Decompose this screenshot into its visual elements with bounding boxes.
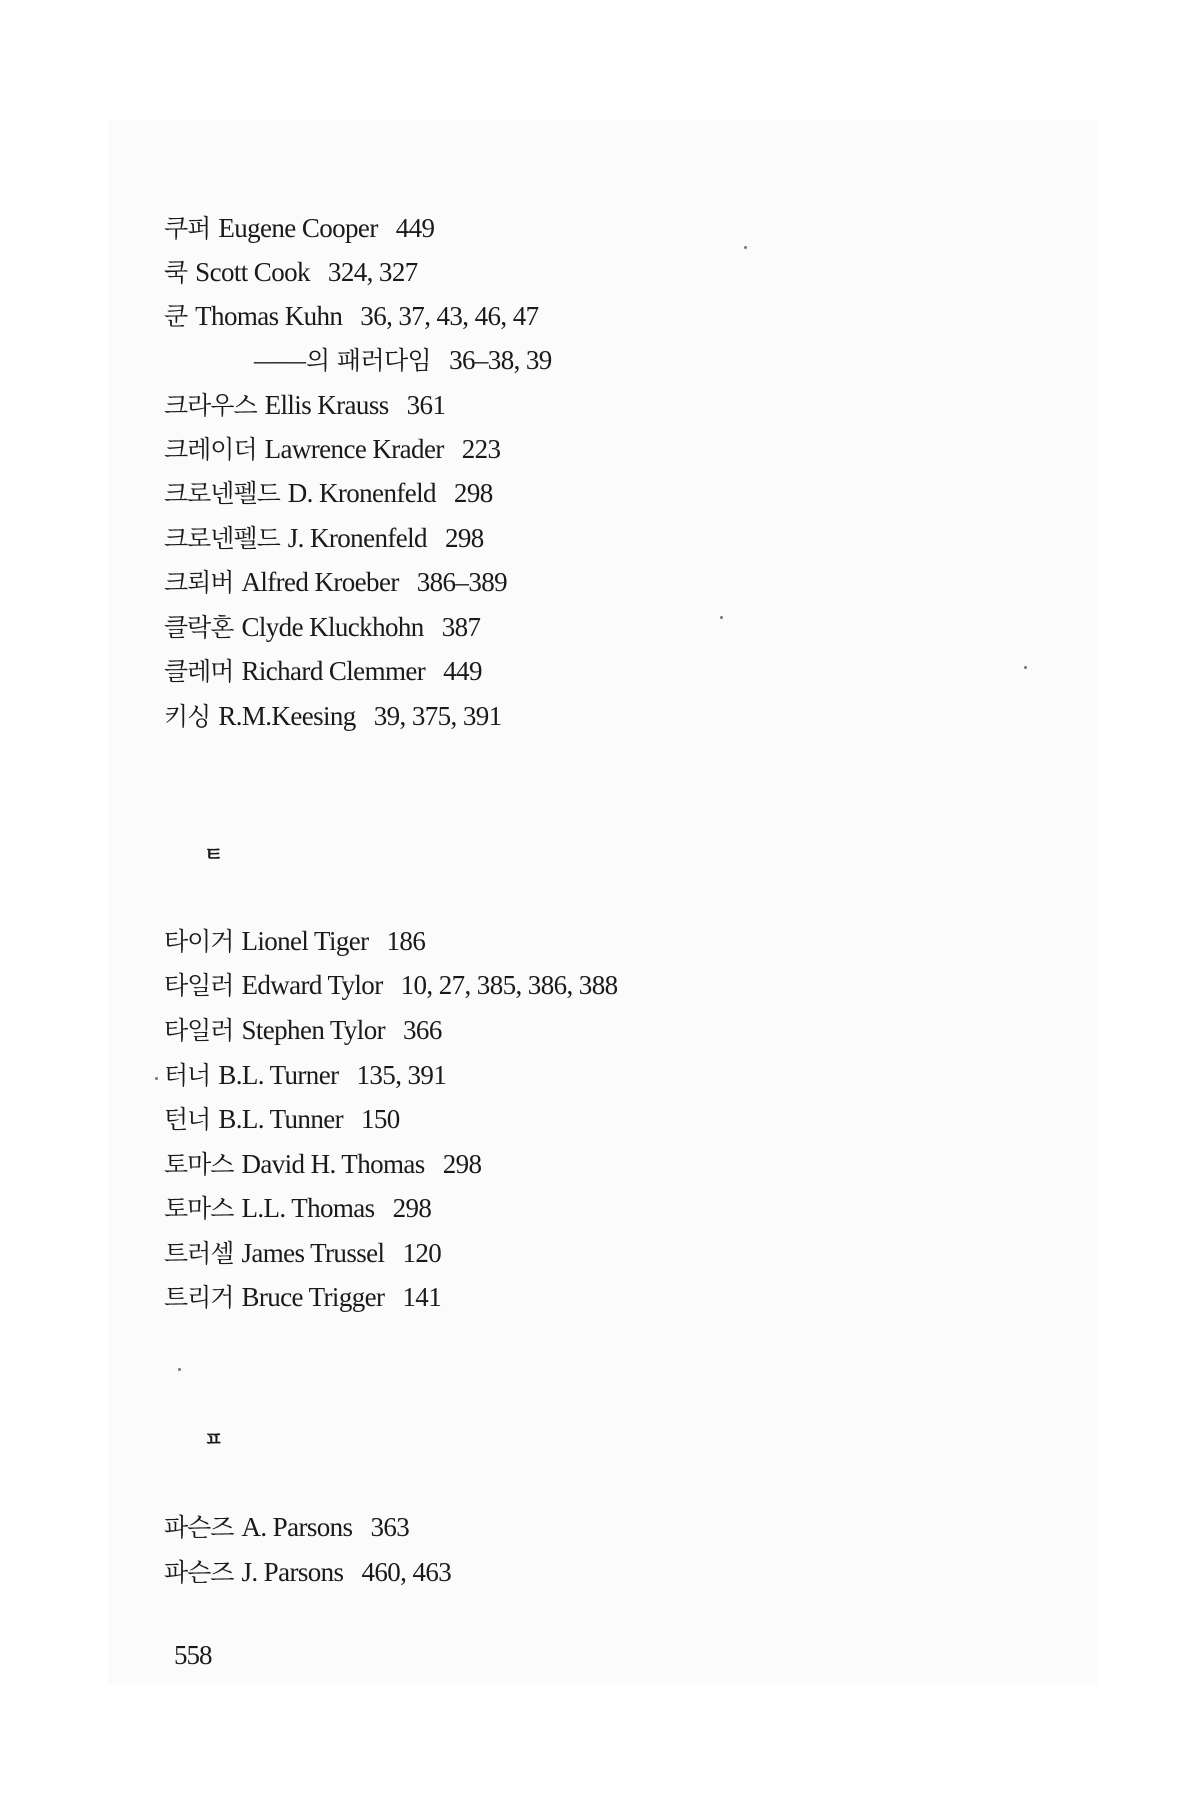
index-entry: 크레이더 Lawrence Krader 223 (164, 434, 501, 464)
section-heading: ㅌ (204, 842, 224, 866)
index-entry: 타이거 Lionel Tiger 186 (164, 926, 426, 956)
index-entry: 터너 B.L. Turner 135, 391 (164, 1060, 447, 1090)
index-entry: 쿡 Scott Cook 324, 327 (164, 257, 418, 287)
index-entry: 쿠퍼 Eugene Cooper 449 (164, 213, 435, 243)
scan-speck (178, 1368, 181, 1371)
scan-speck (720, 616, 723, 619)
scan-speck (1024, 666, 1027, 669)
index-entry: 클락혼 Clyde Kluckhohn 387 (164, 612, 481, 642)
index-entry: 토마스 L.L. Thomas 298 (164, 1193, 432, 1223)
scan-speck (155, 1077, 158, 1080)
index-entry: 쿤 Thomas Kuhn 36, 37, 43, 46, 47 (164, 301, 539, 331)
index-entry: 크로넨펠드 J. Kronenfeld 298 (164, 523, 484, 553)
index-entry: 크로넨펠드 D. Kronenfeld 298 (164, 478, 493, 508)
index-entry: 트러셀 James Trussel 120 (164, 1238, 442, 1268)
index-entry: 크뢰버 Alfred Kroeber 386–389 (164, 567, 508, 597)
index-entry: 키싱 R.M.Keesing 39, 375, 391 (164, 701, 502, 731)
index-entry: 턴너 B.L. Tunner 150 (164, 1104, 400, 1134)
page-number: 558 (174, 1640, 212, 1670)
section-heading: ㅍ (204, 1427, 224, 1451)
index-entry: 트리거 Bruce Trigger 141 (164, 1282, 442, 1312)
index-entry: 클레머 Richard Clemmer 449 (164, 656, 482, 686)
index-entry: 크라우스 Ellis Krauss 361 (164, 390, 446, 420)
index-subentry: ——의 패러다임 36–38, 39 (254, 345, 552, 375)
index-entry: 파슨즈 A. Parsons 363 (164, 1512, 410, 1542)
index-entry: 파슨즈 J. Parsons 460, 463 (164, 1557, 452, 1587)
index-entry: 타일러 Edward Tylor 10, 27, 385, 386, 388 (164, 970, 618, 1000)
scan-speck (744, 246, 747, 249)
index-entry: 토마스 David H. Thomas 298 (164, 1149, 482, 1179)
index-entry: 타일러 Stephen Tylor 366 (164, 1015, 442, 1045)
